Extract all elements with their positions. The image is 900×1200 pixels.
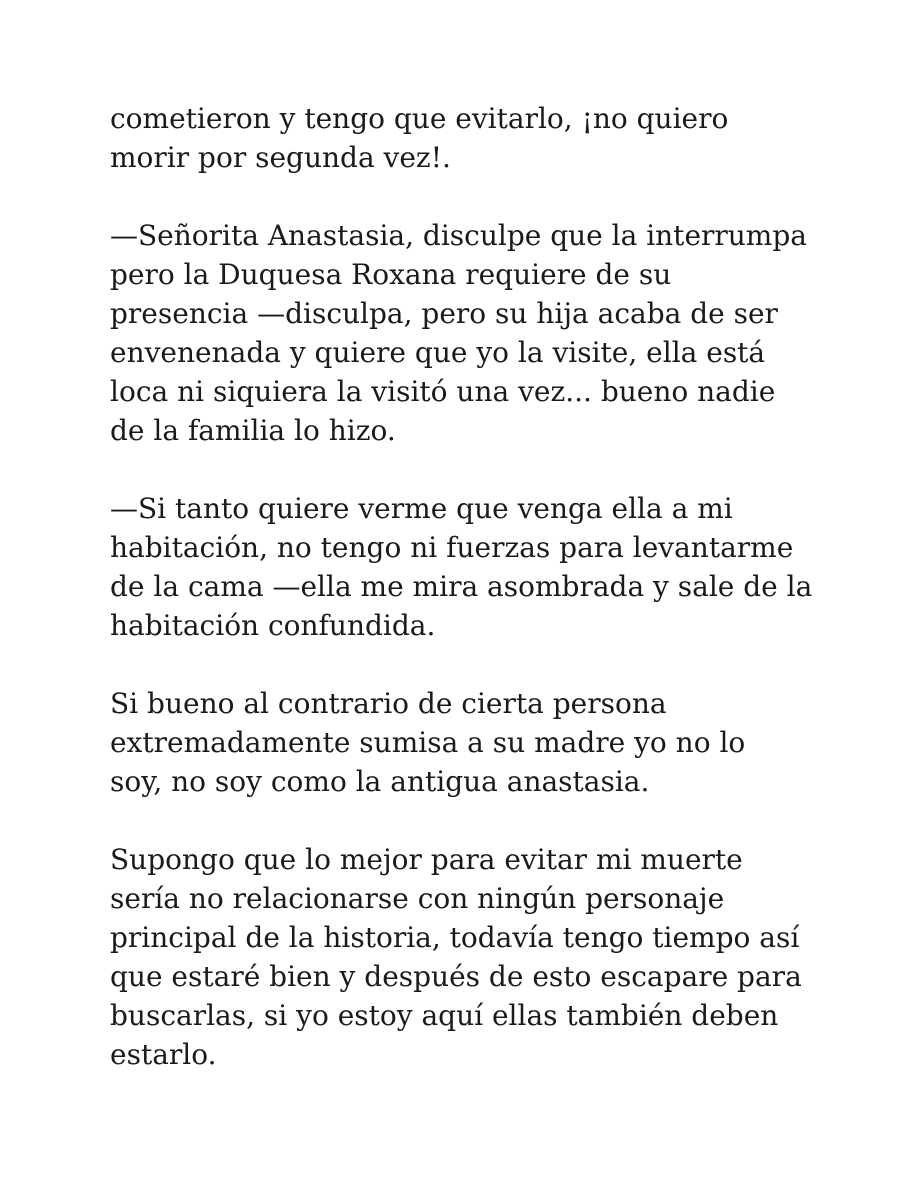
text-line: habitación, no tengo ni fuerzas para levantarme — [110, 531, 794, 564]
text-line: estarlo. — [110, 1038, 217, 1071]
text-line: pero la Duquesa Roxana requiere de su — [110, 258, 672, 291]
paragraph-1 — [110, 99, 800, 177]
text-line: soy, no soy como la antigua anastasia. — [110, 765, 650, 798]
document-page — [110, 99, 813, 1113]
paragraph-2 — [110, 216, 807, 450]
text-line: —Si tanto quiere verme que venga ella a mi — [110, 492, 733, 525]
text-line: buscarlas, si yo estoy aquí ellas también deben — [110, 999, 779, 1032]
paragraph-3 — [110, 489, 813, 645]
paragraph-5 — [110, 840, 800, 1074]
text-line: de la familia lo hizo. — [110, 414, 396, 447]
text-line: extremadamente sumisa a su madre yo no lo — [110, 726, 746, 759]
text-line: envenenada y quiere que yo la visite, ella está — [110, 336, 766, 369]
text-line: morir por segunda vez!. — [110, 141, 451, 174]
text-line: sería no relacionarse con ningún personaje — [110, 882, 725, 915]
text-line: Si bueno al contrario de cierta persona — [110, 687, 667, 720]
text-line: habitación confundida. — [110, 609, 436, 642]
text-line: que estaré bien y después de esto escapare para — [110, 960, 802, 993]
text-line: presencia —disculpa, pero su hija acaba de ser — [110, 297, 778, 330]
paragraph-4 — [110, 684, 800, 801]
text-line: loca ni siquiera la visitó una vez... bueno nadie — [110, 375, 776, 408]
text-line: cometieron y tengo que evitarlo, ¡no quiero — [110, 102, 729, 135]
text-line: de la cama —ella me mira asombrada y sale de la — [110, 570, 813, 603]
text-line: principal de la historia, todavía tengo tiempo así — [110, 921, 800, 954]
text-line: Supongo que lo mejor para evitar mi muerte — [110, 843, 743, 876]
text-line: —Señorita Anastasia, disculpe que la interrumpa — [110, 219, 807, 252]
